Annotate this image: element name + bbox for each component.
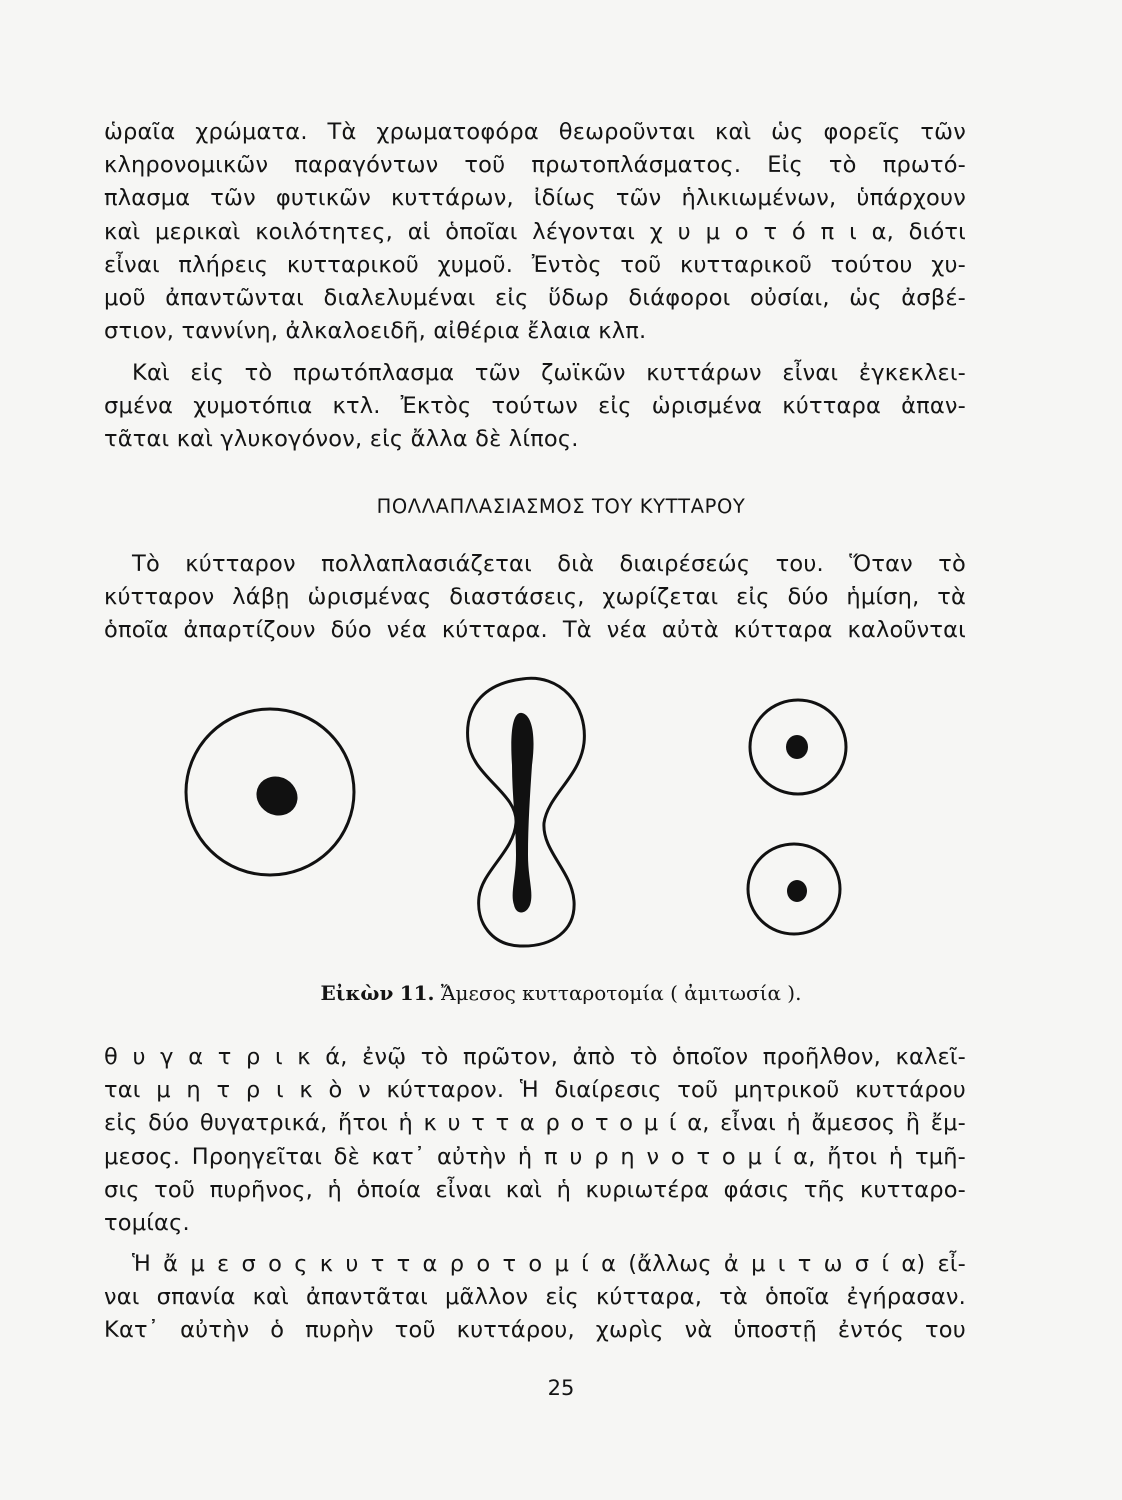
paragraph-4 [104, 1041, 966, 1240]
text-line: εἶναι πλήρεις κυτταρικοῦ χυμοῦ. Ἐντὸς τοῦ κυτταρικοῦ τούτου χυ- [104, 251, 966, 278]
paragraph-2 [104, 357, 966, 457]
text-line: ὡραῖα χρώματα. Τὰ χρωματοφόρα θεωροῦνται καὶ ὡς φορεῖς τῶν [104, 119, 966, 145]
text-line: μοῦ ἀπαντῶνται διαλελυμέναι εἰς ὕδωρ διάφοροι οὐσίαι, ὡς ἀσβέ- [104, 284, 966, 311]
text-line: ναι σπανία καὶ ἀπαντᾶται μᾶλλον εἰς κύτταρα, τὰ ὁποῖα ἐγήρασαν. [104, 1284, 966, 1311]
paragraph-1 [104, 116, 966, 348]
caption-text: Ἄμεσος κυτταροτομία ( ἀμιτωσία ). [440, 981, 802, 1005]
text-line: εἰς δύο θυγατρικά, ἤτοι ἡ κ υ τ τ α ρ ο τ ο μ ί α, εἶναι ἡ ἄμεσος ἢ ἔμ- [104, 1110, 966, 1137]
paragraph-3 [104, 548, 966, 648]
section-heading: ΠΟΛΛΑΠΛΑΣΙΑΣΜΟΣ ΤΟΥ ΚΥΤΤΑΡΟΥ [376, 495, 746, 518]
text-line: τᾶται καὶ γλυκογόνον, εἰς ἄλλα δὲ λίπος. [104, 426, 579, 453]
page-number: 25 [547, 1376, 575, 1400]
text-line: κληρονομικῶν παραγόντων τοῦ πρωτοπλάσματος. Εἰς τὸ πρωτό- [104, 152, 966, 179]
nucleus-daughter-top [786, 735, 808, 759]
text-line: ὁποῖα ἀπαρτίζουν δύο νέα κύτταρα. Τὰ νέα αὐτὰ κύτταρα καλοῦνται [104, 617, 966, 644]
paragraph-5 [104, 1248, 966, 1348]
text-line: θ υ γ α τ ρ ι κ ά, ἐνῷ τὸ πρῶτον, ἀπὸ τὸ ὁποῖον προῆλθον, καλεῖ- [104, 1044, 966, 1070]
nucleus-stage-2 [511, 713, 533, 913]
text-line: πλασμα τῶν φυτικῶν κυττάρων, ἰδίως τῶν ἡλικιωμένων, ὑπάρχουν [104, 185, 966, 212]
text-line: Ἡ ἄ μ ε σ ο ς κ υ τ τ α ρ ο τ ο μ ί α (ἄλλως ἀ μ ι τ ω σ ί α) εἶ- [132, 1251, 966, 1277]
amitosis-figure [170, 665, 860, 955]
text-line: καὶ μερικαὶ κοιλότητες, αἱ ὁποῖαι λέγονται χ υ μ ο τ ό π ι α, διότι [104, 218, 966, 245]
text-line: σις τοῦ πυρῆνος, ἡ ὁποία εἶναι καὶ ἡ κυριωτέρα φάσις τῆς κυτταρο- [104, 1176, 966, 1203]
text-line: τομίας. [104, 1209, 190, 1236]
text-line: ται μ η τ ρ ι κ ὸ ν κύτταρον. Ἡ διαίρεσις τοῦ μητρικοῦ κυττάρου [104, 1077, 966, 1104]
caption-label: Εἰκὼν [320, 981, 394, 1005]
text-line: Τὸ κύτταρον πολλαπλασιάζεται διὰ διαιρέσεώς του. Ὅταν τὸ [132, 551, 966, 577]
text-line: κύτταρον λάβῃ ὡρισμένας διαστάσεις, χωρίζεται εἰς δύο ἡμίση, τὰ [104, 584, 966, 611]
nucleus-daughter-bottom [787, 880, 807, 902]
figure-caption [0, 980, 1122, 1006]
nucleus-stage-1 [249, 769, 304, 823]
text-line: Καὶ εἰς τὸ πρωτόπλασμα τῶν ζωϊκῶν κυττάρων εἶναι ἐγκεκλει- [132, 360, 966, 386]
text-line: μεσος. Προηγεῖται δὲ κατ᾽ αὐτὴν ἡ π υ ρ η ν ο τ ο μ ί α, ἤτοι ἡ τμῆ- [104, 1143, 966, 1170]
text-line: σμένα χυμοτόπια κτλ. Ἐκτὸς τούτων εἰς ὡρισμένα κύτταρα ἀπαν- [104, 393, 966, 420]
text-line: στιον, ταννίνη, ἀλκαλοειδῆ, αἰθέρια ἔλαια κλπ. [104, 318, 647, 345]
caption-number: 11. [399, 981, 435, 1005]
text-line: Κατ᾽ αὐτὴν ὁ πυρὴν τοῦ κυττάρου, χωρὶς νὰ ὑποστῇ ἐντός του [104, 1317, 966, 1344]
